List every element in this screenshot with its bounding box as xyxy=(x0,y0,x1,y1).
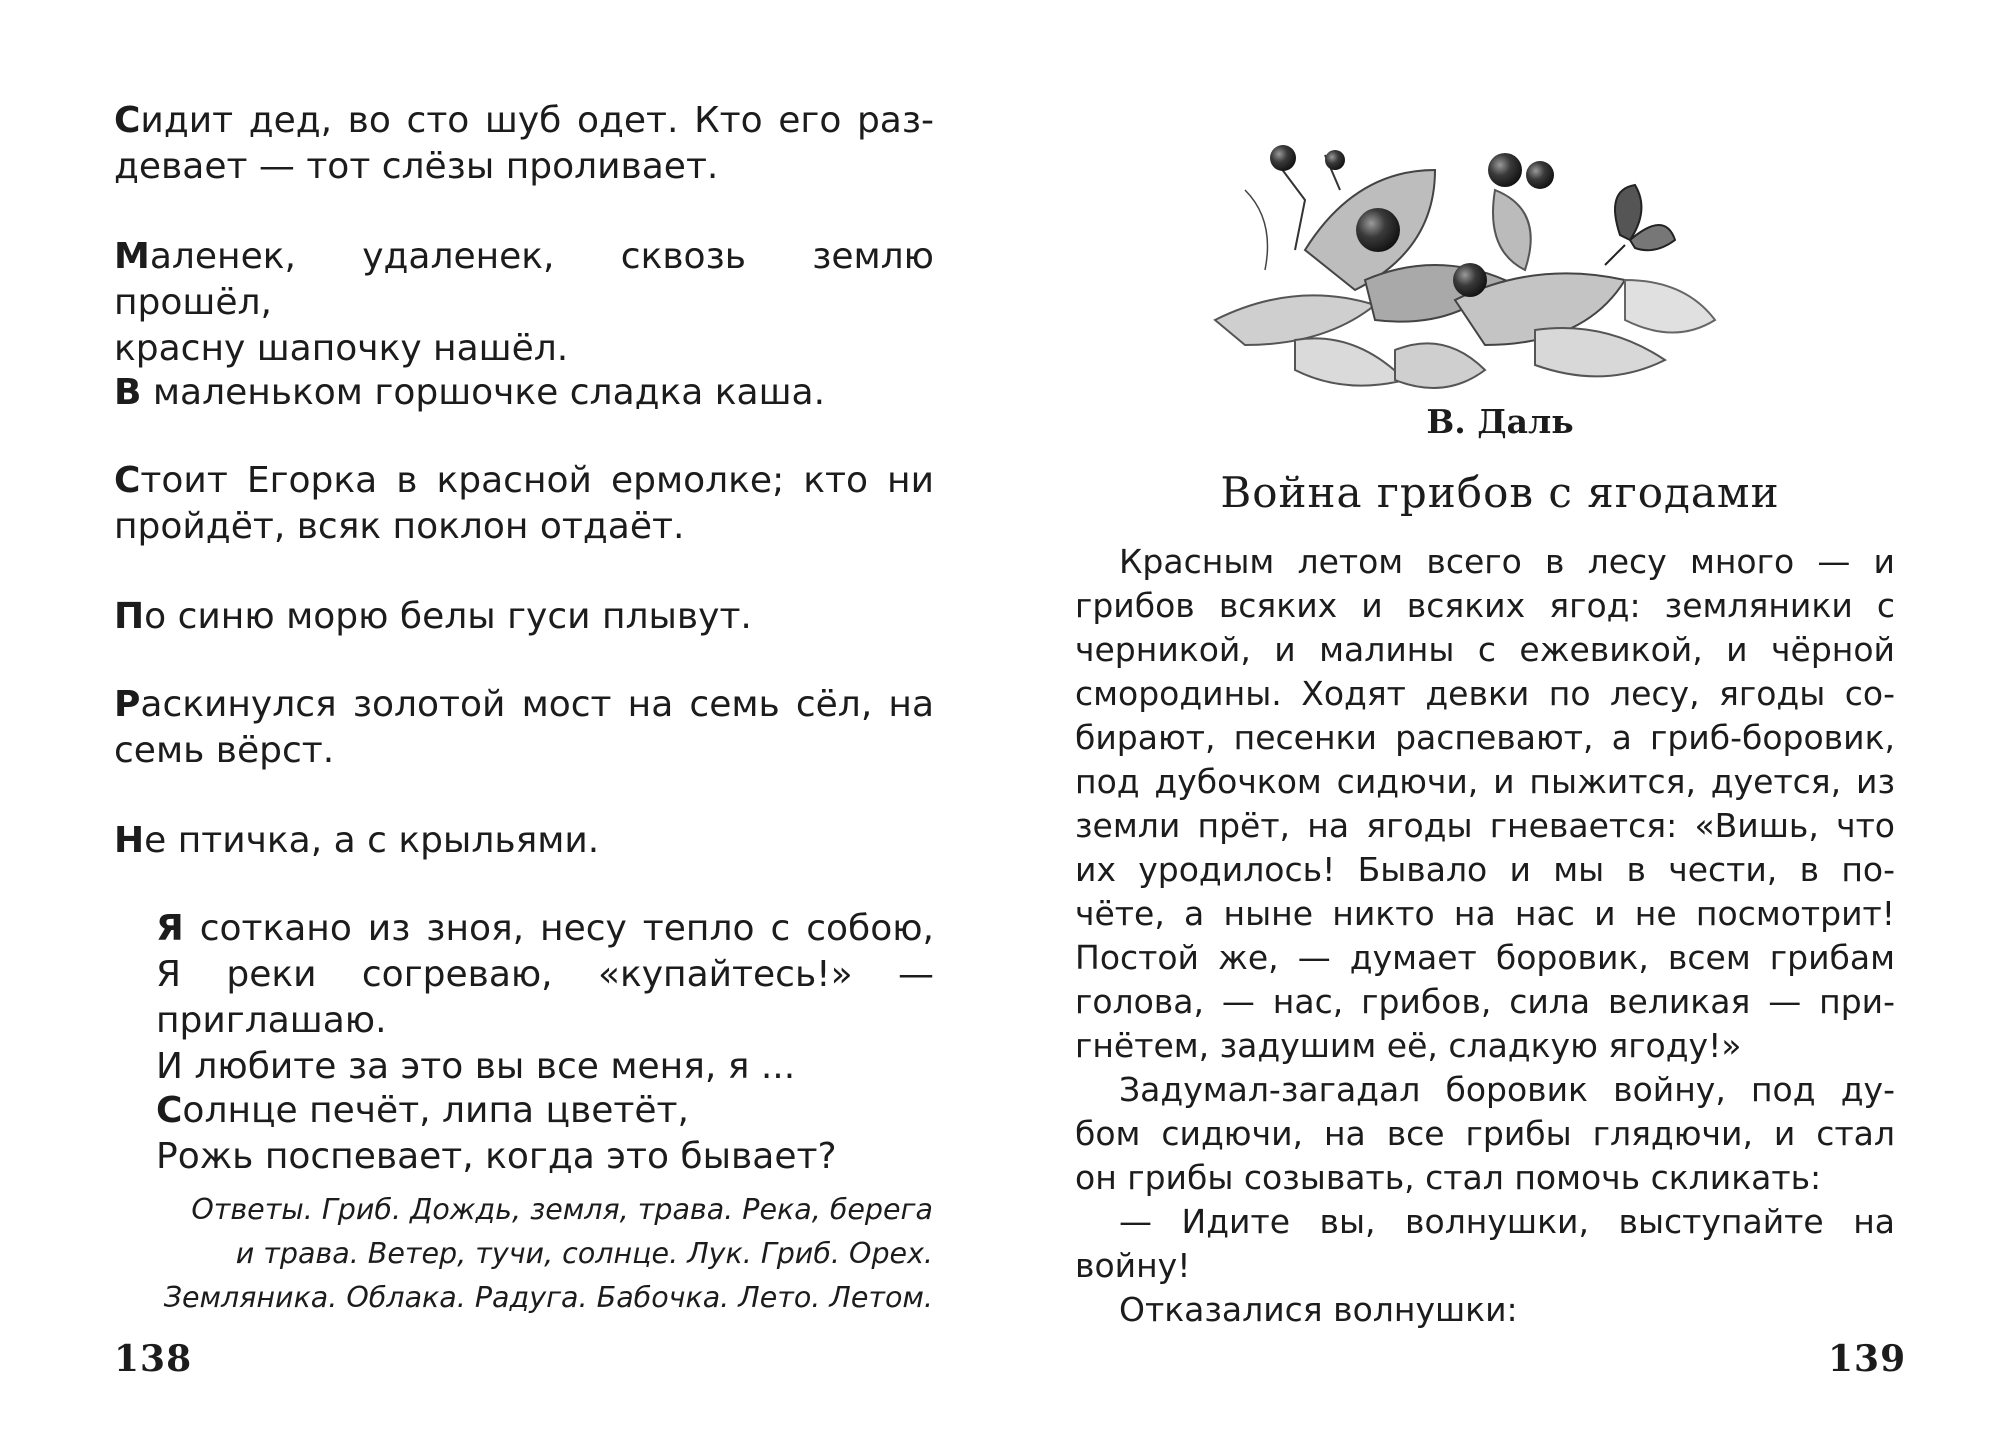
right-page xyxy=(1000,0,2000,1443)
riddle-line: Маленек, удаленек, сквозь землю прошёл, xyxy=(114,236,934,323)
story-line: чёте, а ныне никто на нас и не посмотрит! xyxy=(1075,894,1895,933)
riddle-line: Солнце печёт, липа цветёт, xyxy=(156,1090,689,1131)
story-line: Постой же, — думает боровик, всем грибам xyxy=(1075,938,1895,977)
riddle-initial: П xyxy=(114,596,145,637)
riddle-initial: Р xyxy=(114,684,141,725)
riddle-initial: В xyxy=(114,372,142,413)
riddle-initial: С xyxy=(156,1090,183,1131)
riddle-line: Рожь поспевает, когда это бывает? xyxy=(156,1136,837,1177)
story-text xyxy=(1075,540,1895,1332)
riddle-line: Не птичка, а с крыльями. xyxy=(114,820,600,861)
riddle-2 xyxy=(114,234,934,372)
riddle-line: Раскинулся золотой мост на семь сёл, на xyxy=(114,684,934,725)
story-line: черникой, и малины с ежевикой, и чёрной xyxy=(1075,630,1895,669)
riddle-line: семь вёрст. xyxy=(114,730,335,771)
riddle-line: Сидит дед, во сто шуб одет. Кто его раз- xyxy=(114,100,934,141)
riddle-initial: Н xyxy=(114,820,145,861)
page-number-right: 139 xyxy=(1828,1338,1907,1380)
riddle-initial: Я xyxy=(156,908,184,949)
riddle-3 xyxy=(114,370,934,416)
riddle-line: красну шапочку нашёл. xyxy=(114,328,569,369)
answers-line: Земляника. Облака. Радуга. Бабочка. Лето. Летом. xyxy=(163,1281,933,1314)
riddle-line: Я реки согреваю, «купайтесь!» — приглашаю. xyxy=(156,954,934,1041)
story-line: гнётем, задушим её, сладкую ягоду!» xyxy=(1075,1026,1742,1065)
riddle-8 xyxy=(156,906,934,1090)
answers-line: и трава. Ветер, тучи, солнце. Лук. Гриб. Орех. xyxy=(235,1237,933,1270)
story-line: — Идите вы, волнушки, выступайте на xyxy=(1119,1202,1895,1241)
riddle-initial: М xyxy=(114,236,150,277)
riddle-initial: С xyxy=(114,100,141,141)
story-line: войну! xyxy=(1075,1246,1191,1285)
story-title: Война грибов с ягодами xyxy=(1220,468,1780,517)
riddle-4 xyxy=(114,458,934,550)
riddle-line: девает — тот слёзы проливает. xyxy=(114,146,719,187)
page-number-left: 138 xyxy=(114,1338,193,1380)
answers-line: Ответы. Гриб. Дождь, земля, трава. Река, берега xyxy=(191,1193,933,1226)
riddle-initial: С xyxy=(114,460,141,501)
riddle-line: пройдёт, всяк поклон отдаёт. xyxy=(114,506,685,547)
riddle-5 xyxy=(114,594,934,640)
riddle-line: И любите за это вы все меня, я ... xyxy=(156,1046,796,1087)
riddle-9 xyxy=(156,1088,934,1180)
story-line: Красным летом всего в лесу много — и xyxy=(1119,542,1895,581)
riddle-line: По синю морю белы гуси плывут. xyxy=(114,596,752,637)
berries-leaves-butterfly-illustration-icon xyxy=(1205,130,1725,400)
riddle-1 xyxy=(114,98,934,190)
story-line: земли прёт, на ягоды гневается: «Вишь, что xyxy=(1075,806,1895,845)
story-line: грибов всяких и всяких ягод: земляники с xyxy=(1075,586,1895,625)
story-line: бом сидючи, на все грибы глядючи, и стал xyxy=(1075,1114,1895,1153)
story-line: Задумал-загадал боровик войну, под ду- xyxy=(1119,1070,1895,1109)
story-line: бирают, песенки распевают, а гриб-боровик, xyxy=(1075,718,1895,757)
riddle-line: В маленьком горшочке сладка каша. xyxy=(114,372,826,413)
answers-block xyxy=(138,1188,933,1320)
story-line: Отказалися волнушки: xyxy=(1119,1290,1518,1329)
riddle-6 xyxy=(114,682,934,774)
riddle-7 xyxy=(114,818,934,864)
story-line: их уродилось! Бывало и мы в чести, в по- xyxy=(1075,850,1895,889)
riddle-line: Я соткано из зноя, несу тепло с собою, xyxy=(156,908,934,949)
story-line: под дубочком сидючи, и пыжится, дуется, из xyxy=(1075,762,1895,801)
story-line: смородины. Ходят девки по лесу, ягоды со- xyxy=(1075,674,1895,713)
author-name: В. Даль xyxy=(1426,402,1574,441)
story-line: он грибы созывать, стал помочь скликать: xyxy=(1075,1158,1822,1197)
story-line: голова, — нас, грибов, сила великая — при- xyxy=(1075,982,1895,1021)
riddle-line: Стоит Егорка в красной ермолке; кто ни xyxy=(114,460,934,501)
